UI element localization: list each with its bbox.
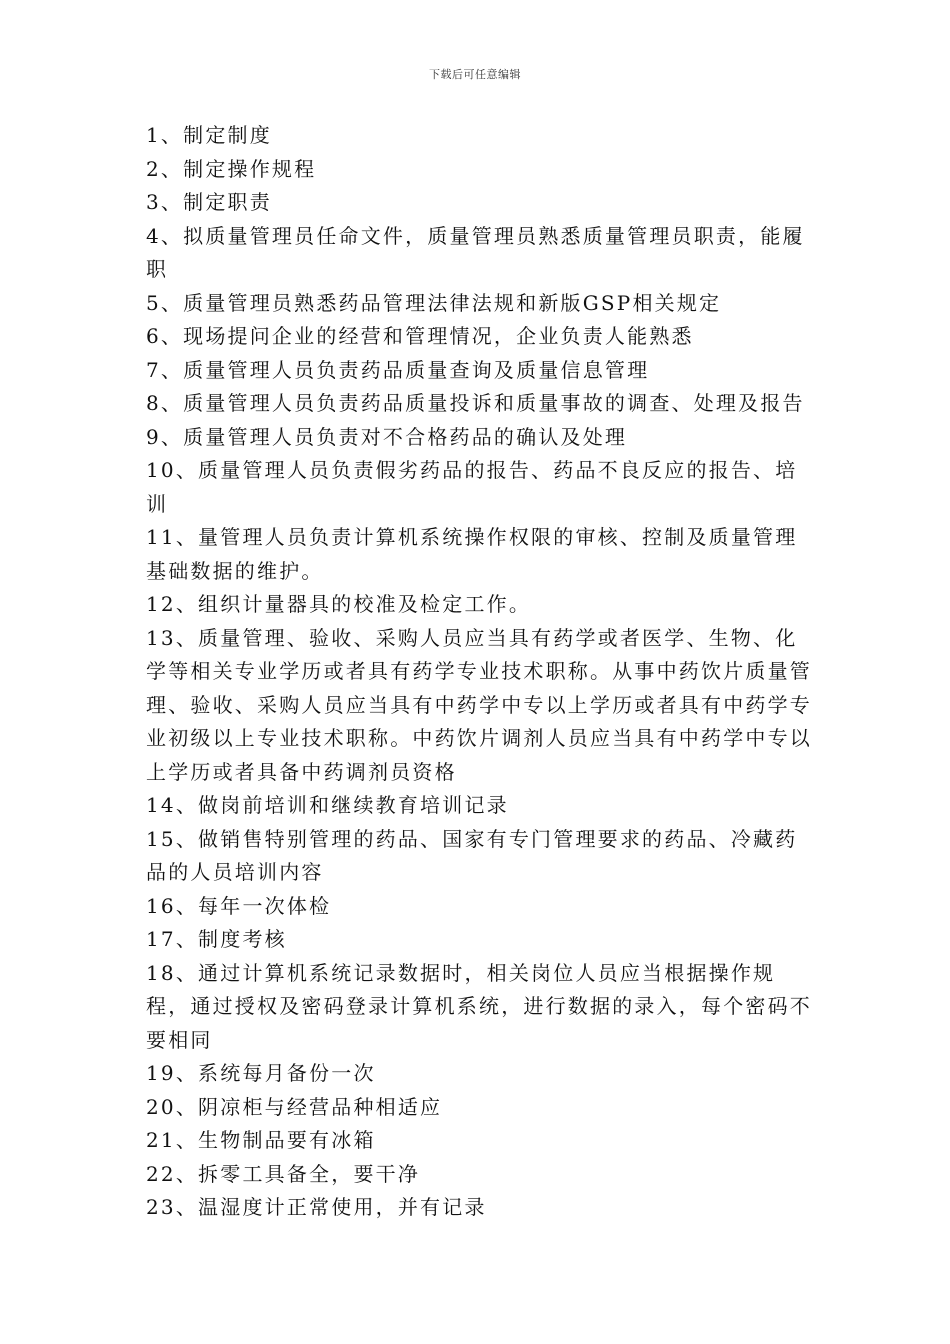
list-item: 12、组织计量器具的校准及检定工作。 [146,592,532,616]
list-item: 5、质量管理员熟悉药品管理法律法规和新版GSP相关规定 [146,290,722,315]
list-item: 8、质量管理人员负责药品质量投诉和质量事故的调查、处理及报告 [146,391,805,415]
list-item: 10、质量管理人员负责假劣药品的报告、药品不良反应的报告、培训 [146,458,798,516]
list-item: 19、系统每月备份一次 [146,1061,376,1085]
list-item: 6、现场提问企业的经营和管理情况，企业负责人能熟悉 [146,324,694,348]
list-item: 11、量管理人员负责计算机系统操作权限的审核、控制及质量管理基础数据的维护。 [146,525,798,583]
list-item: 18、通过计算机系统记录数据时，相关岗位人员应当根据操作规程，通过授权及密码登录计算机系统，进行数据的录入，每个密码不要相同 [146,960,812,1052]
list-item: 2、制定操作规程 [146,156,317,181]
list-item: 4、拟质量管理员任命文件，质量管理员熟悉质量管理员职责，能履职 [146,223,805,281]
list-item: 7、质量管理人员负责药品质量查询及质量信息管理 [146,357,650,382]
list-item: 23、温湿度计正常使用，并有记录 [146,1195,487,1219]
list-item: 13、质量管理、验收、采购人员应当具有药学或者医学、生物、化学等相关专业学历或者具有药学专业技术职称。从事中药饮片质量管理、验收、采购人员应当具有中药学中专以上学历或者具有中药学专业初级以上专业技术职称。中药饮片调剂人员应当具有中药学中专以上学历或者具备中药调剂员资格 [146,625,812,784]
list-item: 14、做岗前培训和继续教育培训记录 [146,793,509,817]
list-item: 17、制度考核 [146,927,287,951]
list-item: 22、拆零工具备全，要干净 [146,1161,421,1186]
list-item: 15、做销售特别管理的药品、国家有专门管理要求的药品、冷藏药品的人员培训内容 [146,826,798,884]
checklist [146,119,816,1225]
list-item: 21、生物制品要有冰箱 [146,1128,376,1152]
list-item: 20、阴凉柜与经营品种相适应 [146,1094,443,1119]
header-note: 下载后可任意编辑 [429,68,521,81]
list-item: 16、每年一次体检 [146,893,332,918]
list-item: 1、制定制度 [146,123,272,147]
list-item: 9、质量管理人员负责对不合格药品的确认及处理 [146,424,628,449]
list-item: 3、制定职责 [146,190,272,214]
